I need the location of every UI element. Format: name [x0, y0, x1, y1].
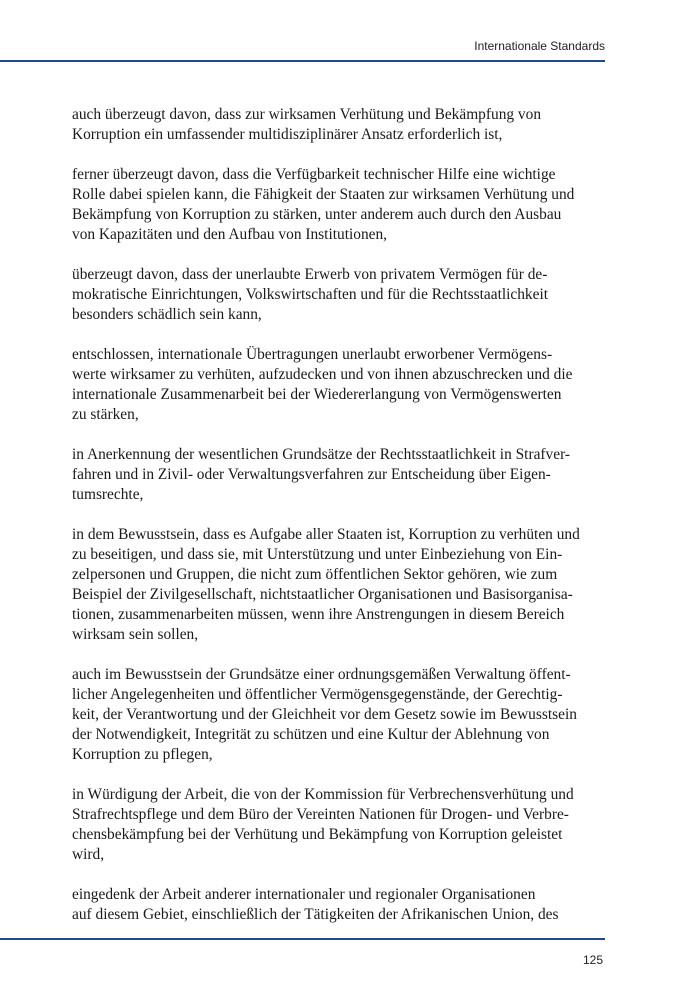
text-line: wirksam sein sollen, [72, 626, 199, 643]
text-line: Bekämpfung von Korruption zu stärken, unter anderem auch durch den Ausbau [72, 206, 562, 223]
text-line: werte wirksamer zu verhüten, aufzudecken und von ihnen abzuschrecken und die [72, 366, 573, 383]
text-line: ferner überzeugt davon, dass die Verfügbarkeit technischer Hilfe eine wichtige [72, 166, 556, 183]
text-line: auch überzeugt davon, dass zur wirksamen Verhütung und Bekämpfung von [72, 106, 542, 123]
paragraph [72, 345, 612, 425]
text-line: fahren und in Zivil- oder Verwaltungsverfahren zur Entscheidung über Eigen- [72, 466, 551, 483]
paragraph [72, 525, 612, 645]
text-line: auch im Bewusstsein der Grundsätze einer ordnungsgemäßen Verwaltung öffent- [72, 666, 571, 683]
text-line: in Anerkennung der wesentlichen Grundsätze der Rechtsstaatlichkeit in Strafver- [72, 446, 571, 463]
text-line: in Würdigung der Arbeit, die von der Kommission für Verbrechensverhütung und [72, 786, 574, 803]
text-line: entschlossen, internationale Übertragungen unerlaubt erworbener Vermögens- [72, 346, 553, 363]
body-text [72, 105, 612, 945]
footer-divider [0, 938, 605, 940]
paragraph [72, 445, 612, 505]
text-line: chensbekämpfung bei der Verhütung und Bekämpfung von Korruption geleistet [72, 826, 563, 843]
text-line: wird, [72, 846, 105, 863]
text-line: tumsrechte, [72, 486, 144, 503]
paragraph [72, 665, 612, 765]
text-line: zu stärken, [72, 406, 139, 423]
text-line: Rolle dabei spielen kann, die Fähigkeit der Staaten zur wirksamen Verhütung und [72, 186, 575, 203]
text-line: licher Angelegenheiten und öffentlicher Vermögensgegenstände, der Gerechtig- [72, 686, 563, 703]
paragraph [72, 105, 612, 145]
text-line: Korruption ein umfassender multidisziplinärer Ansatz erforderlich ist, [72, 126, 503, 143]
text-line: zelpersonen und Gruppen, die nicht zum öffentlichen Sektor gehören, wie zum [72, 566, 558, 583]
running-header-title: Internationale Standards [474, 39, 605, 53]
text-line: Strafrechtspflege und dem Büro der Vereinten Nationen für Drogen- und Verbre- [72, 806, 569, 823]
paragraph [72, 165, 612, 245]
paragraph [72, 265, 612, 325]
text-line: besonders schädlich sein kann, [72, 306, 262, 323]
text-line: eingedenk der Arbeit anderer internationaler und regionaler Organisationen [72, 886, 536, 903]
text-line: auf diesem Gebiet, einschließlich der Tätigkeiten der Afrikanischen Union, des [72, 906, 559, 923]
text-line: überzeugt davon, dass der unerlaubte Erwerb von privatem Vermögen für de- [72, 266, 548, 283]
text-line: mokratische Einrichtungen, Volkswirtschaften und für die Rechtsstaatlichkeit [72, 286, 548, 303]
text-line: internationale Zusammenarbeit bei der Wiedererlangung von Vermögenswerten [72, 386, 562, 403]
text-line: der Notwendigkeit, Integrität zu schützen und eine Kultur der Ablehnung von [72, 726, 550, 743]
text-line: tionen, zusammenarbeiten müssen, wenn ihre Anstrengungen in diesem Bereich [72, 606, 565, 623]
header-divider [0, 60, 605, 62]
paragraph [72, 885, 612, 925]
text-line: in dem Bewusstsein, dass es Aufgabe aller Staaten ist, Korruption zu verhüten und [72, 526, 580, 543]
text-line: keit, der Verantwortung und der Gleichheit vor dem Gesetz sowie im Bewusstsein [72, 706, 577, 723]
page-number: 125 [582, 953, 603, 967]
text-line: Beispiel der Zivilgesellschaft, nichtstaatlicher Organisationen und Basisorganisa- [72, 586, 573, 603]
text-line: von Kapazitäten und den Aufbau von Institutionen, [72, 226, 388, 243]
text-line: zu beseitigen, und dass sie, mit Unterstützung und unter Einbeziehung von Ein- [72, 546, 563, 563]
text-line: Korruption zu pflegen, [72, 746, 213, 763]
paragraph [72, 785, 612, 865]
